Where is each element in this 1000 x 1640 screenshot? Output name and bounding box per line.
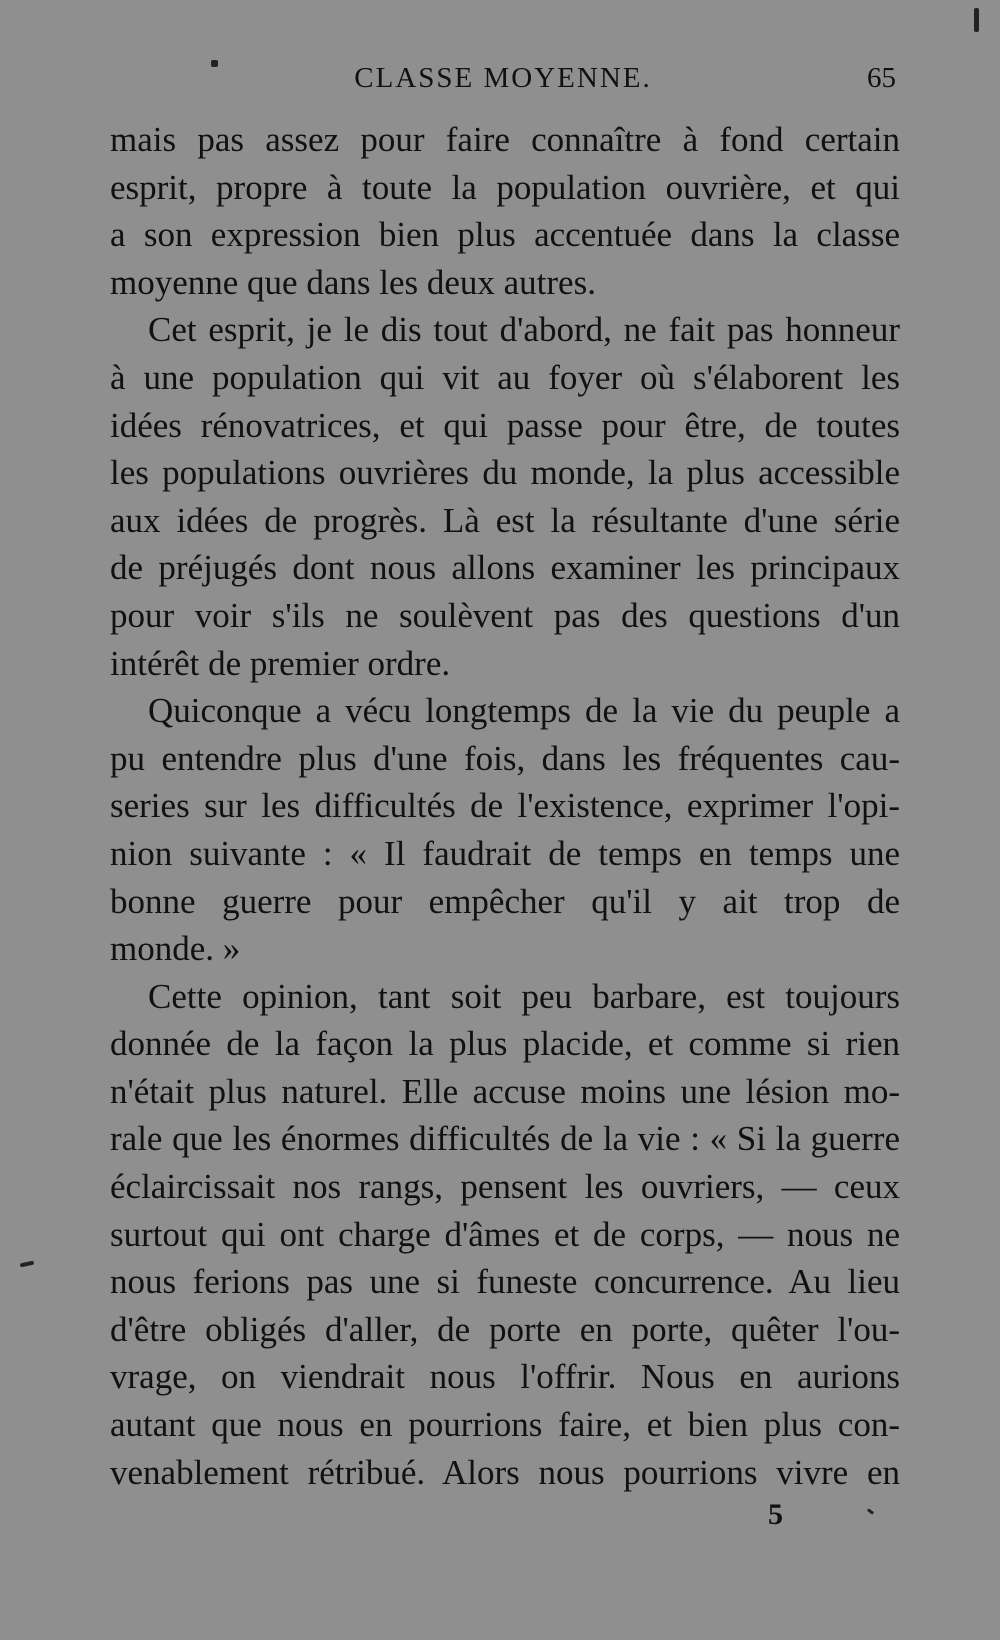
text-line: moyenne que dans les deux autres. <box>110 262 596 302</box>
text-line: venablement rétribué. Alors nous pourrions vivre en <box>110 1452 900 1492</box>
text-line: nous ferions pas une si funeste concurrence. Au lieu <box>110 1262 900 1302</box>
text-line: nion suivante : « Il faudrait de temps en temps une <box>110 833 900 873</box>
text-line: series sur les difficultés de l'existence, exprimer l'opi- <box>110 786 900 826</box>
text-line: de préjugés dont nous allons examiner les principaux <box>110 548 900 588</box>
text-line: les populations ouvrières du monde, la plus accessible <box>110 453 900 493</box>
text-line: Cet esprit, je le dis tout d'abord, ne fait pas honneur <box>148 310 900 350</box>
text-line: monde. » <box>110 929 241 969</box>
text-line: vrage, on viendrait nous l'offrir. Nous en aurions <box>110 1357 900 1397</box>
text-line: Cette opinion, tant soit peu barbare, est toujours <box>148 976 900 1016</box>
scan-speck <box>211 60 218 67</box>
text-line: aux idées de progrès. Là est la résultante d'une série <box>110 500 900 540</box>
text-line: donnée de la façon la plus placide, et comme si rien <box>110 1024 900 1064</box>
text-line: a son expression bien plus accentuée dans la classe <box>110 215 900 255</box>
text-line: bonne guerre pour empêcher qu'il y ait trop de <box>110 881 900 921</box>
text-line: rale que les énormes difficultés de la vie : « Si la guerre <box>110 1119 900 1159</box>
text-line: intérêt de premier ordre. <box>110 643 451 683</box>
text-line: esprit, propre à toute la population ouvrière, et qui <box>110 167 900 207</box>
chapter-title: CLASSE MOYENNE. <box>354 62 652 94</box>
text-line: n'était plus naturel. Elle accuse moins une lésion mo- <box>110 1071 900 1111</box>
text-line: autant que nous en pourrions faire, et bien plus con- <box>110 1405 900 1445</box>
scan-speck <box>20 1261 35 1268</box>
text-line: surtout qui ont charge d'âmes et de corps, — nous ne <box>110 1214 900 1254</box>
page-number: 65 <box>867 62 896 94</box>
text-line: éclaircissait nos rangs, pensent les ouvriers, — ceux <box>110 1167 900 1207</box>
text-line: mais pas assez pour faire connaître à fond certain <box>110 120 900 159</box>
text-line: Quiconque a vécu longtemps de la vie du peuple a <box>148 691 900 731</box>
scan-speck <box>974 8 979 32</box>
text-line: pu entendre plus d'une fois, dans les fréquentes cau- <box>110 738 900 778</box>
text-line: à une population qui vit au foyer où s'élaborent les <box>110 357 900 397</box>
text-line: idées rénovatrices, et qui passe pour être, de toutes <box>110 405 900 445</box>
signature-mark: 5 <box>768 1498 783 1531</box>
text-line: pour voir s'ils ne soulèvent pas des questions d'un <box>110 595 900 635</box>
text-line: d'être obligés d'aller, de porte en porte, quêter l'ou- <box>110 1309 900 1349</box>
running-header <box>110 62 896 102</box>
body-text <box>110 116 900 1496</box>
scan-speck <box>867 1508 874 1514</box>
